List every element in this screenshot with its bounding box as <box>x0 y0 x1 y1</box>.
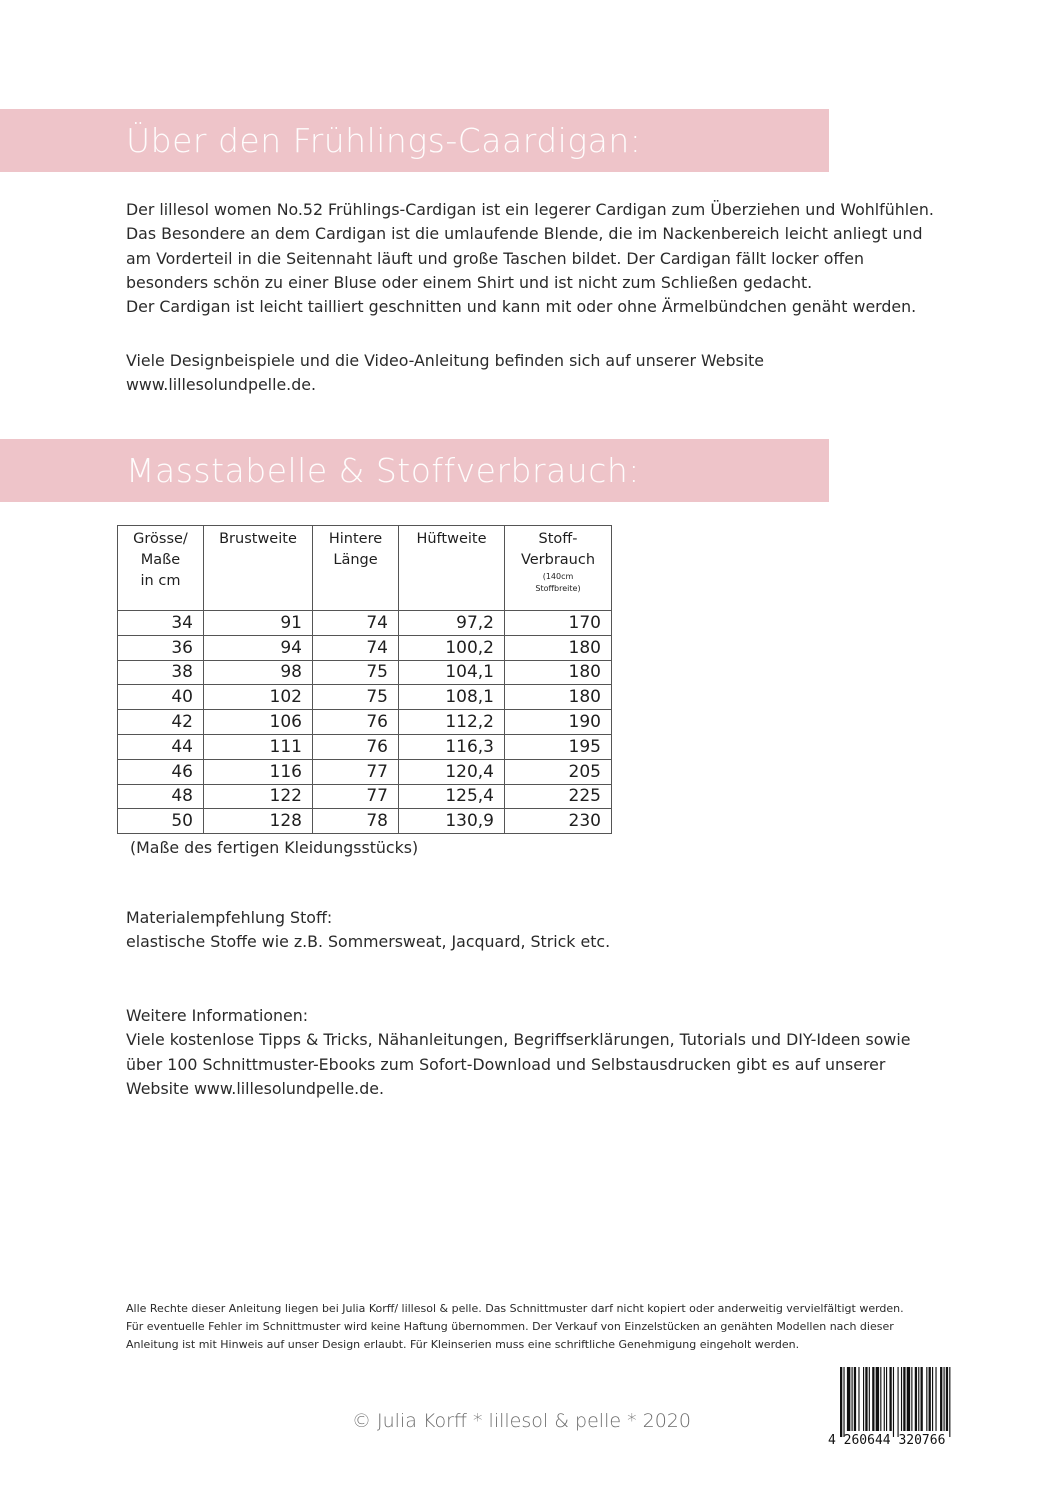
barcode-icon <box>826 1367 991 1437</box>
more-info-line: über 100 Schnittmuster-Ebooks zum Sofort-Download und Selbstausdrucken gibt es auf unserer <box>126 1054 886 1074</box>
table-cell: 75 <box>313 685 399 710</box>
more-info-paragraph <box>126 1004 910 1101</box>
table-cell: 98 <box>204 660 313 685</box>
size-table-title: Masstabelle & Stoffverbrauch: <box>126 451 640 490</box>
more-info-line: Viele kostenlose Tipps & Tricks, Nähanleitungen, Begriffserklärungen, Tutorials und DIY-Ideen sowie <box>126 1030 911 1050</box>
table-cell: 91 <box>204 611 313 636</box>
table-cell: 76 <box>313 734 399 759</box>
table-cell: 94 <box>204 635 313 660</box>
table-cell: 40 <box>118 685 204 710</box>
table-cell: 108,1 <box>399 685 505 710</box>
table-cell: 78 <box>313 809 399 834</box>
intro-line: am Vorderteil in die Seitennaht läuft und große Taschen bildet. Der Cardigan fällt locker offen <box>126 248 864 268</box>
table-cell: 46 <box>118 759 204 784</box>
material-heading: Materialempfehlung Stoff: <box>126 908 333 927</box>
table-cell: 116 <box>204 759 313 784</box>
size-table-banner <box>0 439 829 502</box>
table-cell: 230 <box>505 809 612 834</box>
intro-line: besonders schön zu einer Bluse oder einem Shirt und ist nicht zum Schließen gedacht. <box>126 272 813 292</box>
website-note <box>126 349 764 398</box>
table-cell: 38 <box>118 660 204 685</box>
more-info-heading: Weitere Informationen: <box>126 1006 309 1025</box>
table-cell: 112,2 <box>399 710 505 735</box>
table-cell: 122 <box>204 784 313 809</box>
table-cell: 76 <box>313 710 399 735</box>
table-row <box>118 635 612 660</box>
legal-line: Für eventuelle Fehler im Schnittmuster wird keine Haftung übernommen. Der Verkauf von Einzelstücken an genähten Modellen nach dieser <box>126 1320 894 1333</box>
table-cell: 106 <box>204 710 313 735</box>
header-size: Grösse/ Maße in cm <box>118 526 204 611</box>
table-row <box>118 759 612 784</box>
intro-line: Der lillesol women No.52 Frühlings-Cardigan ist ein legerer Cardigan zum Überziehen und Wohlfühlen. <box>126 200 934 219</box>
table-cell: 130,9 <box>399 809 505 834</box>
table-cell: 111 <box>204 734 313 759</box>
legal-line: Anleitung ist mit Hinweis auf unser Design erlaubt. Für Kleinserien muss eine schriftliche Genehmigung eingeholt werden. <box>126 1338 800 1351</box>
size-table <box>117 525 612 834</box>
table-cell: 205 <box>505 759 612 784</box>
table-cell: 120,4 <box>399 759 505 784</box>
table-row <box>118 611 612 636</box>
table-cell: 44 <box>118 734 204 759</box>
website-link[interactable]: www.lillesolundpelle.de. <box>126 375 316 395</box>
table-cell: 128 <box>204 809 313 834</box>
table-cell: 74 <box>313 635 399 660</box>
table-cell: 77 <box>313 784 399 809</box>
table-row <box>118 660 612 685</box>
header-fabric: Stoff- Verbrauch (140cm Stoffbreite) <box>505 526 612 611</box>
table-row <box>118 710 612 735</box>
intro-line: Der Cardigan ist leicht tailliert geschnitten und kann mit oder ohne Ärmelbündchen genäht werden. <box>126 297 917 317</box>
table-cell: 74 <box>313 611 399 636</box>
table-note: (Maße des fertigen Kleidungsstücks) <box>130 838 419 857</box>
header-chest: Brustweite <box>204 526 313 611</box>
table-cell: 125,4 <box>399 784 505 809</box>
table-cell: 100,2 <box>399 635 505 660</box>
about-section-title: Über den Frühlings-Caardigan: <box>126 121 642 160</box>
table-cell: 50 <box>118 809 204 834</box>
table-cell: 225 <box>505 784 612 809</box>
header-back-length: Hintere Länge <box>313 526 399 611</box>
size-table-body <box>118 611 612 834</box>
table-header-row <box>118 526 612 611</box>
table-row <box>118 809 612 834</box>
table-row <box>118 734 612 759</box>
intro-paragraph <box>126 198 934 319</box>
table-cell: 190 <box>505 710 612 735</box>
table-cell: 48 <box>118 784 204 809</box>
table-cell: 180 <box>505 635 612 660</box>
table-row <box>118 685 612 710</box>
table-cell: 102 <box>204 685 313 710</box>
table-cell: 104,1 <box>399 660 505 685</box>
barcode-digits: 4 260644 320766 <box>828 1433 946 1448</box>
about-section-banner <box>0 109 829 172</box>
website-note-line: Viele Designbeispiele und die Video-Anleitung befinden sich auf unserer Website <box>126 351 765 370</box>
table-cell: 195 <box>505 734 612 759</box>
table-cell: 36 <box>118 635 204 660</box>
table-cell: 97,2 <box>399 611 505 636</box>
material-text: elastische Stoffe wie z.B. Sommersweat, Jacquard, Strick etc. <box>126 932 611 951</box>
table-cell: 180 <box>505 660 612 685</box>
table-cell: 180 <box>505 685 612 710</box>
table-cell: 170 <box>505 611 612 636</box>
copyright-footer: © Julia Korff * lillesol & pelle * 2020 <box>352 1410 691 1432</box>
table-row <box>118 784 612 809</box>
table-cell: 34 <box>118 611 204 636</box>
table-cell: 75 <box>313 660 399 685</box>
header-hip: Hüftweite <box>399 526 505 611</box>
legal-line: Alle Rechte dieser Anleitung liegen bei Julia Korff/ lillesol & pelle. Das Schnittmuster darf nicht kopiert oder anderweitig vervielfältigt werden. <box>126 1302 904 1315</box>
table-cell: 77 <box>313 759 399 784</box>
table-cell: 116,3 <box>399 734 505 759</box>
more-info-line: Website www.lillesolundpelle.de. <box>126 1078 384 1098</box>
intro-line: Das Besondere an dem Cardigan ist die umlaufende Blende, die im Nackenbereich leicht anliegt und <box>126 224 923 244</box>
table-cell: 42 <box>118 710 204 735</box>
legal-notice <box>126 1300 904 1354</box>
